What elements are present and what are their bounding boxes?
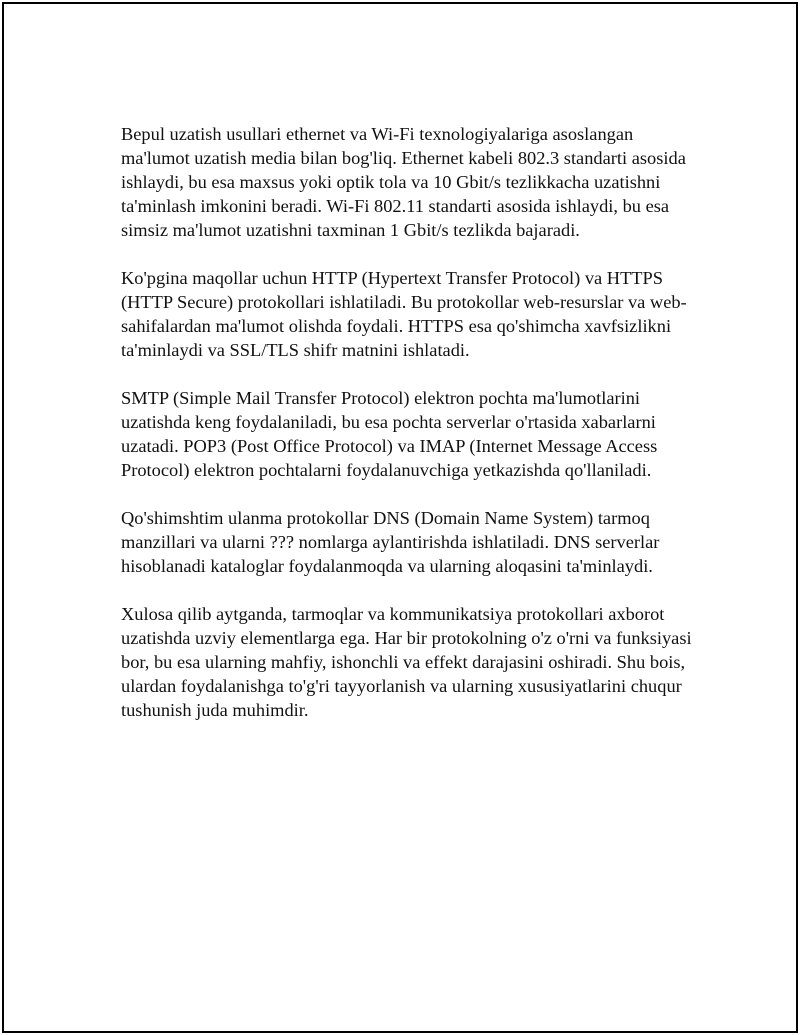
document-body [121, 122, 693, 746]
page-frame [2, 2, 798, 1033]
paragraph-ethernet-wifi: Bepul uzatish usullari ethernet va Wi-Fi texnologiyalariga asoslangan ma'lumot uzatish media bilan bog'liq. Ethernet kabeli 802.3 standarti asosida ishlaydi, bu esa maxsus yoki optik tola va 10 Gbit/s tezlikkacha uzatishni ta'minlash imkonini beradi. Wi-Fi 802.11 standarti asosida ishlaydi, bu esa simsiz ma'lumot uzatishni taxminan 1 Gbit/s tezlikda bajaradi. [121, 124, 686, 240]
paragraph-conclusion: Xulosa qilib aytganda, tarmoqlar va kommunikatsiya protokollari axborot uzatishda uzviy elementlarga ega. Har bir protokolning o'z o'rni va funksiyasi bor, bu esa ularning mahfiy, ishonchli va effekt darajasini oshiradi. Shu bois, ulardan foydalanishga to'g'ri tayyorlanish va ularning xususiyatlarini chuqur tushunish juda muhimdir. [121, 604, 692, 720]
paragraph-http-https: Ko'pgina maqollar uchun HTTP (Hypertext Transfer Protocol) va HTTPS (HTTP Secure) protokollari ishlatiladi. Bu protokollar web-resurslar va web-sahifalardan ma'lumot olishda foydali. HTTPS esa qo'shimcha xavfsizlikni ta'minlaydi va SSL/TLS shifr matnini ishlatadi. [121, 268, 687, 360]
paragraph-smtp-pop3-imap: SMTP (Simple Mail Transfer Protocol) elektron pochta ma'lumotlarini uzatishda keng foydalaniladi, bu esa pochta serverlar o'rtasida xabarlarni uzatadi. POP3 (Post Office Protocol) va IMAP (Internet Message Access Protocol) elektron pochtalarni foydalanuvchiga yetkazishda qo'llaniladi. [121, 388, 658, 480]
paragraph-dns: Qo'shimshtim ulanma protokollar DNS (Domain Name System) tarmoq manzillari va ularni ??? nomlarga aylantirishda ishlatiladi. DNS serverlar hisoblanadi kataloglar foydalanmoqda va ularning aloqasini ta'minlaydi. [121, 508, 660, 576]
